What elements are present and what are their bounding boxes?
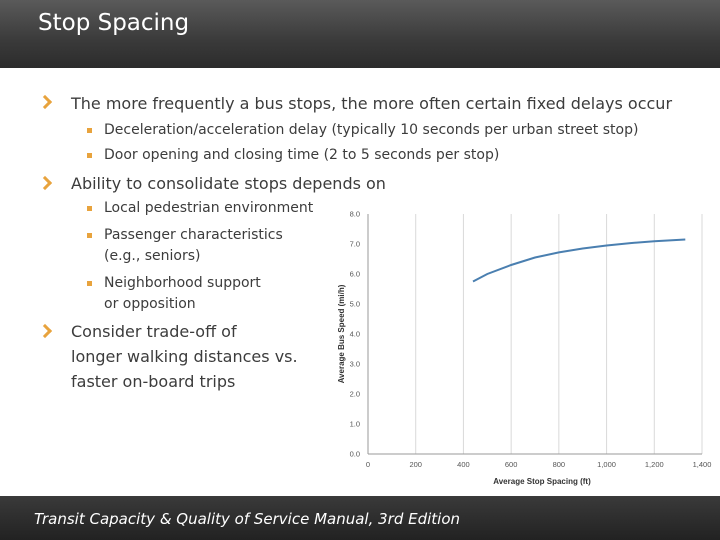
slide-title: Stop Spacing xyxy=(38,10,190,36)
y-tick-label: 8.0 xyxy=(349,209,360,219)
bullet-text: longer walking distances vs. xyxy=(71,347,298,366)
sub-bullet-text: (e.g., seniors) xyxy=(104,248,201,264)
y-tick-label: 6.0 xyxy=(349,269,360,279)
slide-footer xyxy=(0,496,720,540)
y-tick-label: 0.0 xyxy=(349,449,360,459)
y-tick-label: 4.0 xyxy=(349,329,360,339)
y-tick-label: 2.0 xyxy=(349,389,360,399)
series-line xyxy=(473,240,685,282)
bullet-text: The more frequently a bus stops, the more often certain fixed delays occur xyxy=(71,94,673,113)
sub-bullet-text: Neighborhood support xyxy=(104,275,261,291)
x-axis-label: Average Stop Spacing (ft) xyxy=(493,477,591,486)
sub-bullet-text: Passenger characteristics xyxy=(104,227,283,243)
x-tick-label: 1,000 xyxy=(597,460,616,469)
x-tick-label: 400 xyxy=(457,460,470,469)
x-tick-label: 800 xyxy=(552,460,566,469)
y-tick-label: 3.0 xyxy=(349,359,360,369)
bullet-text: Ability to consolidate stops depends on xyxy=(71,174,386,193)
x-tick-label: 600 xyxy=(504,460,518,469)
x-tick-label: 200 xyxy=(409,460,422,469)
x-tick-label: 0 xyxy=(365,460,371,469)
sub-bullet-text: Local pedestrian environment xyxy=(104,200,314,216)
y-tick-label: 1.0 xyxy=(349,419,360,429)
x-tick-label: 1,200 xyxy=(644,460,664,469)
x-tick-label: 1,400 xyxy=(692,460,712,469)
sub-bullet-text: or opposition xyxy=(104,296,196,312)
y-tick-label: 7.0 xyxy=(349,239,360,249)
bullet-text: Consider trade-off of xyxy=(71,322,237,341)
y-axis-label: Average Bus Speed (mi/h) xyxy=(337,284,346,384)
citation-text: Transit Capacity & Quality of Service Manual, 3rd Edition xyxy=(34,510,461,528)
sub-bullet-text: Deceleration/acceleration delay (typically 10 seconds per urban street stop) xyxy=(104,122,639,138)
bullet-text: faster on-board trips xyxy=(71,372,236,391)
y-tick-label: 5.0 xyxy=(349,299,360,309)
sub-bullet-text: Door opening and closing time (2 to 5 seconds per stop) xyxy=(104,147,500,163)
